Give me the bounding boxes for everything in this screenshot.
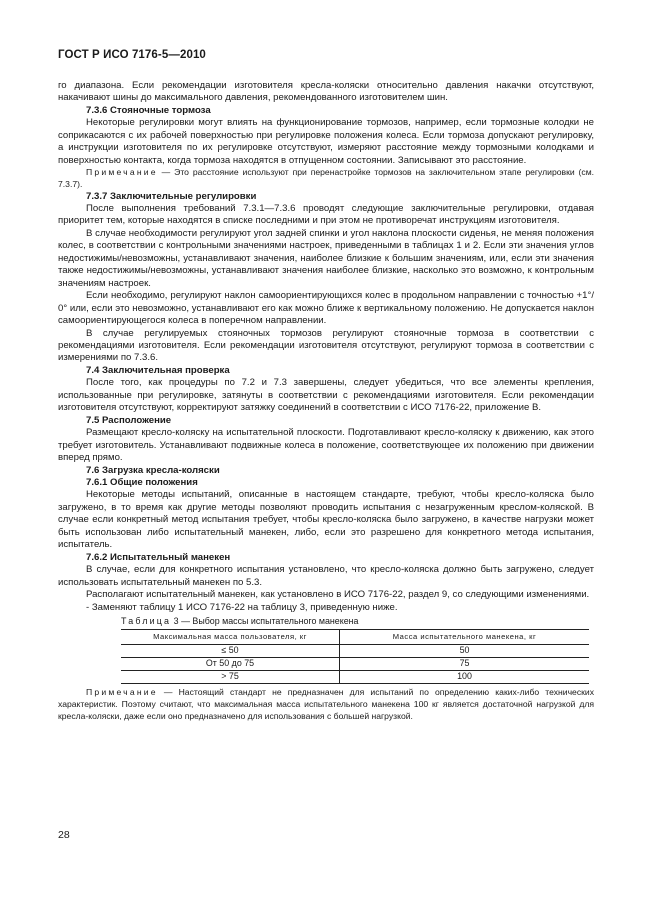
table-caption-text: 3 — Выбор массы испытательного манекена [171,615,359,626]
heading-7-3-6: 7.3.6 Стояночные тормоза [86,104,211,116]
note-text: — Настоящий стандарт не предназначен для испытаний по определению каких-либо технических характеристик. Поэтому считают, что максимальная масса испытательного манекена 100 кг является достаточной нагрузкой для кресла-коляски, даже если оно предназначено для использования с большей нагрузкой. [58,687,594,721]
paragraph-dummy-position: Располагают испытательный манекен, как установлено в ИСО 7176-22, раздел 9, со следующими изменениями. [86,589,590,601]
paragraph-castor-tilt: Если необходимо, регулируют наклон самоориентирующихся колес в продольном направлении с точностью +1°/ 0° или, если это невозможно, устанавливают его как можно ближе к вертикальному положению. Не допускается наклон самоориентирующегося колеса в поперечном направлении. [58,290,594,327]
heading-7-4: 7.4 Заключительная проверка [86,364,230,376]
page-number: 28 [58,829,70,841]
table-header-cell: Максимальная масса пользователя, кг [121,630,340,645]
table-cell: 75 [340,658,590,671]
paragraph-final-adjustments: После выполнения требований 7.3.1—7.3.6 проводят следующие заключительные регулировки, отдавая приоритет тем, которые находятся в списке последними и при этом не противоречат инструкциям изготовителя. [58,203,594,227]
table-cell: 100 [340,671,590,684]
paragraph-tire-pressure: го диапазона. Если рекомендации изготовителя кресла-коляски относительно давления накачки отсутствуют, накачивают шины до максимального давления, рекомендованного изготовителем шин. [58,80,594,104]
note-label: Примечание [86,167,158,178]
paragraph-loading-general: Некоторые методы испытаний, описанные в настоящем стандарте, требуют, чтобы кресло-коляска было загружено, в то время как другие методы позволяют проводить испытания с незагруженным креслом-коляской. В случае если конкретный метод испытания требует, чтобы кресло-коляска было загружено, в качестве нагрузки может быть использован либо испытательный манекен, либо, если это разрешено для конкретного метода испытания, испытатель. [58,489,594,551]
page-header-standard-id: ГОСТ Р ИСО 7176-5—2010 [58,49,206,61]
table-cell: > 75 [121,671,340,684]
paragraph-table-replacement: - Заменяют таблицу 1 ИСО 7176-22 на таблицу 3, приведенную ниже. [86,601,398,613]
table-cell: ≤ 50 [121,645,340,658]
heading-7-6-2: 7.6.2 Испытательный манекен [86,551,231,563]
table-row [121,645,589,658]
table-cell: От 50 до 75 [121,658,340,671]
dummy-mass-table [121,629,589,684]
heading-7-3-7: 7.3.7 Заключительные регулировки [86,190,257,202]
heading-7-6-1: 7.6.1 Общие положения [86,477,198,488]
table-header-row [121,630,589,645]
table-header-cell: Масса испытательного манекена, кг [340,630,590,645]
paragraph-brakes: Некоторые регулировки могут влиять на функционирование тормозов, например, если тормозные колодки не соприкасаются с их рабочей поверхностью при регулировке положения колеса. Если тормоза допускают регулировку, а инструкции изготовителя по их регулировке отсутствуют, измеряют расстояние между тормозными колодками и поверхностью контакта, когда тормоза находятся в отпущенном состоянии. Записывают это расстояние. [58,117,594,166]
paragraph-final-check: После того, как процедуры по 7.2 и 7.3 завершены, следует убедиться, что все элементы крепления, использованные при регулировке, затянуты в соответствии с рекомендациями изготовителя. Если рекомендации изготовителя отсутствуют, корректируют затяжку соединений в соответствии с ИСО 7176-22, приложение В. [58,377,594,414]
paragraph-placement: Размещают кресло-коляску на испытательной плоскости. Подготавливают кресло-коляску к движению, как этого требует изготовитель. Устанавливают подвижные колеса в положение, соответствующее их положению при движении вперед прямо. [58,427,594,464]
note-text: — Это расстояние используют при перенастройке тормозов на заключительном этапе регулировки (см. 7.3.7). [58,167,594,189]
paragraph-dummy-use: В случае, если для конкретного испытания установлено, что кресло-коляска должно быть загружено, следует использовать испытательный манекен по 5.3. [58,564,594,588]
paragraph-parking-brakes: В случае регулируемых стояночных тормозов регулируют стояночные тормоза в соответствии с рекомендациями изготовителя. Если рекомендации изготовителя отсутствуют, регулируют тормоза в соответствии с измерениями по 7.3.6. [58,327,594,364]
note-label: Примечание [86,687,158,698]
paragraph-backrest-angle: В случае необходимости регулируют угол задней спинки и угол наклона плоскости сиденья, не меняя положения колес, в соответствии с контрольными значениями настроек, приведенными в таблицах 1 и 2. Если эти значения углов недостижимы/невозможны, устанавливают значения, наиболее близкие к большим значениям, или, если эти значения также недостижимы/невозможны, устанавливают значения наиболее близкие, насколько это возможно, к контрольным значениям настроек. [58,227,594,289]
document-body [58,80,594,723]
table-caption-label: Таблица [121,615,172,626]
table-row [121,671,589,684]
heading-7-5: 7.5 Расположение [86,414,172,426]
note-brakes [58,167,594,190]
heading-7-6: 7.6 Загрузка кресла-коляски [86,464,220,476]
table-row [121,658,589,671]
table-caption [58,615,594,627]
note-dummy-mass [58,687,594,722]
table-cell: 50 [340,645,590,658]
